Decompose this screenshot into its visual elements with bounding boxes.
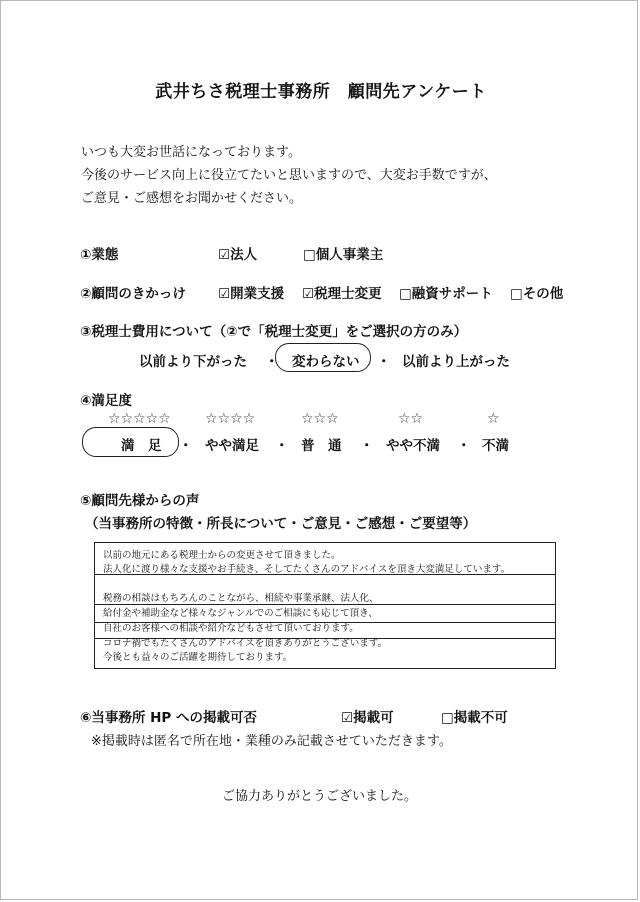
q3-separator: ・	[377, 354, 391, 370]
q3-separator: ・	[265, 354, 279, 370]
voice-line: 法人化に渡り様々な支援やお手続き、そしてたくさんのアドバイスを頂き大変満足しています。	[103, 564, 511, 575]
thanks-message: ご協力ありがとうございました。	[222, 789, 418, 804]
q4-stars-4: ☆☆☆☆	[205, 411, 256, 427]
intro-line-3: ご意見・ご感想をお聞かせください。	[81, 191, 303, 206]
page-title: 武井ちさ税理士事務所 顧問先アンケート	[155, 82, 487, 102]
q4-option-somewhat-satisfied[interactable]: やや満足	[205, 438, 259, 454]
q6-option-publish-no[interactable]: □掲載不可	[441, 710, 508, 726]
q1-option-sole-proprietor[interactable]: □個人事業主	[303, 247, 384, 263]
q4-separator: ・	[457, 438, 471, 454]
q4-separator: ・	[360, 438, 374, 454]
q3-label: ③税理士費用について（②で「税理士変更」をご選択の方のみ）	[80, 324, 468, 340]
intro-line-1: いつも大変お世話になっております。	[81, 145, 301, 160]
q3-option-higher[interactable]: 以前より上がった	[402, 354, 510, 370]
q4-option-satisfied[interactable]: 満 足	[121, 438, 162, 454]
q4-option-dissatisfied[interactable]: 不満	[482, 438, 509, 454]
q2-label: ②顧問のきかっけ	[80, 286, 186, 302]
voice-line: 給付金や補助金など様々なジャンルでのご相談にも応じて頂き、	[103, 608, 378, 619]
q2-option-financing-support[interactable]: □融資サポート	[399, 286, 493, 302]
voice-line: 今後とも益々のご活躍を期待しております。	[103, 652, 293, 663]
q6-note: ※掲載時は匿名で所在地・業種のみ記載させていただきます。	[91, 734, 452, 749]
q6-label: ⑥当事務所 HP への掲載可否	[80, 710, 258, 726]
q4-separator: ・	[275, 438, 289, 454]
q5-sublabel: （当事務所の特徴・所長について・ご意見・ご感想・ご要望等）	[85, 516, 477, 532]
voice-line: 自社のお客様への相談や紹介などもさせて頂いております。	[103, 623, 359, 634]
q3-option-unchanged[interactable]: 変わらない	[292, 354, 360, 370]
q4-stars-2: ☆☆	[398, 411, 424, 427]
voice-line: 以前の地元にある税理士からの変更させて頂きました。	[103, 550, 341, 561]
q2-option-startup-support[interactable]: ☑開業支援	[218, 286, 285, 302]
intro-line-2: 今後のサービス向上に役立てたいと思いますので、大変お手数ですが、	[81, 168, 497, 183]
customer-voice-box	[94, 542, 556, 669]
voice-line: コロナ禍でもたくさんのアドバイスを頂きありがとうございます。	[103, 638, 387, 649]
q4-stars-5: ☆☆☆☆☆	[108, 411, 171, 427]
q4-stars-3: ☆☆☆	[301, 411, 339, 427]
voice-line: 税務の相談はもちろんのことながら、相続や事業承継、法人化、	[103, 593, 379, 604]
q4-option-somewhat-dissatisfied[interactable]: やや不満	[386, 438, 440, 454]
q5-label: ⑤顧問先様からの声	[80, 493, 200, 509]
q4-option-neutral[interactable]: 普 通	[301, 438, 342, 454]
q3-option-lower[interactable]: 以前より下がった	[139, 354, 247, 370]
q1-option-corporation[interactable]: ☑法人	[218, 247, 258, 263]
q4-separator: ・	[179, 438, 193, 454]
q4-stars-1: ☆	[487, 411, 500, 427]
q2-option-change-accountant[interactable]: ☑税理士変更	[302, 286, 382, 302]
q1-label: ①業態	[80, 247, 119, 263]
q4-label: ④満足度	[80, 393, 132, 409]
q6-option-publish-ok[interactable]: ☑掲載可	[341, 710, 394, 726]
q2-option-other[interactable]: □その他	[510, 286, 564, 302]
